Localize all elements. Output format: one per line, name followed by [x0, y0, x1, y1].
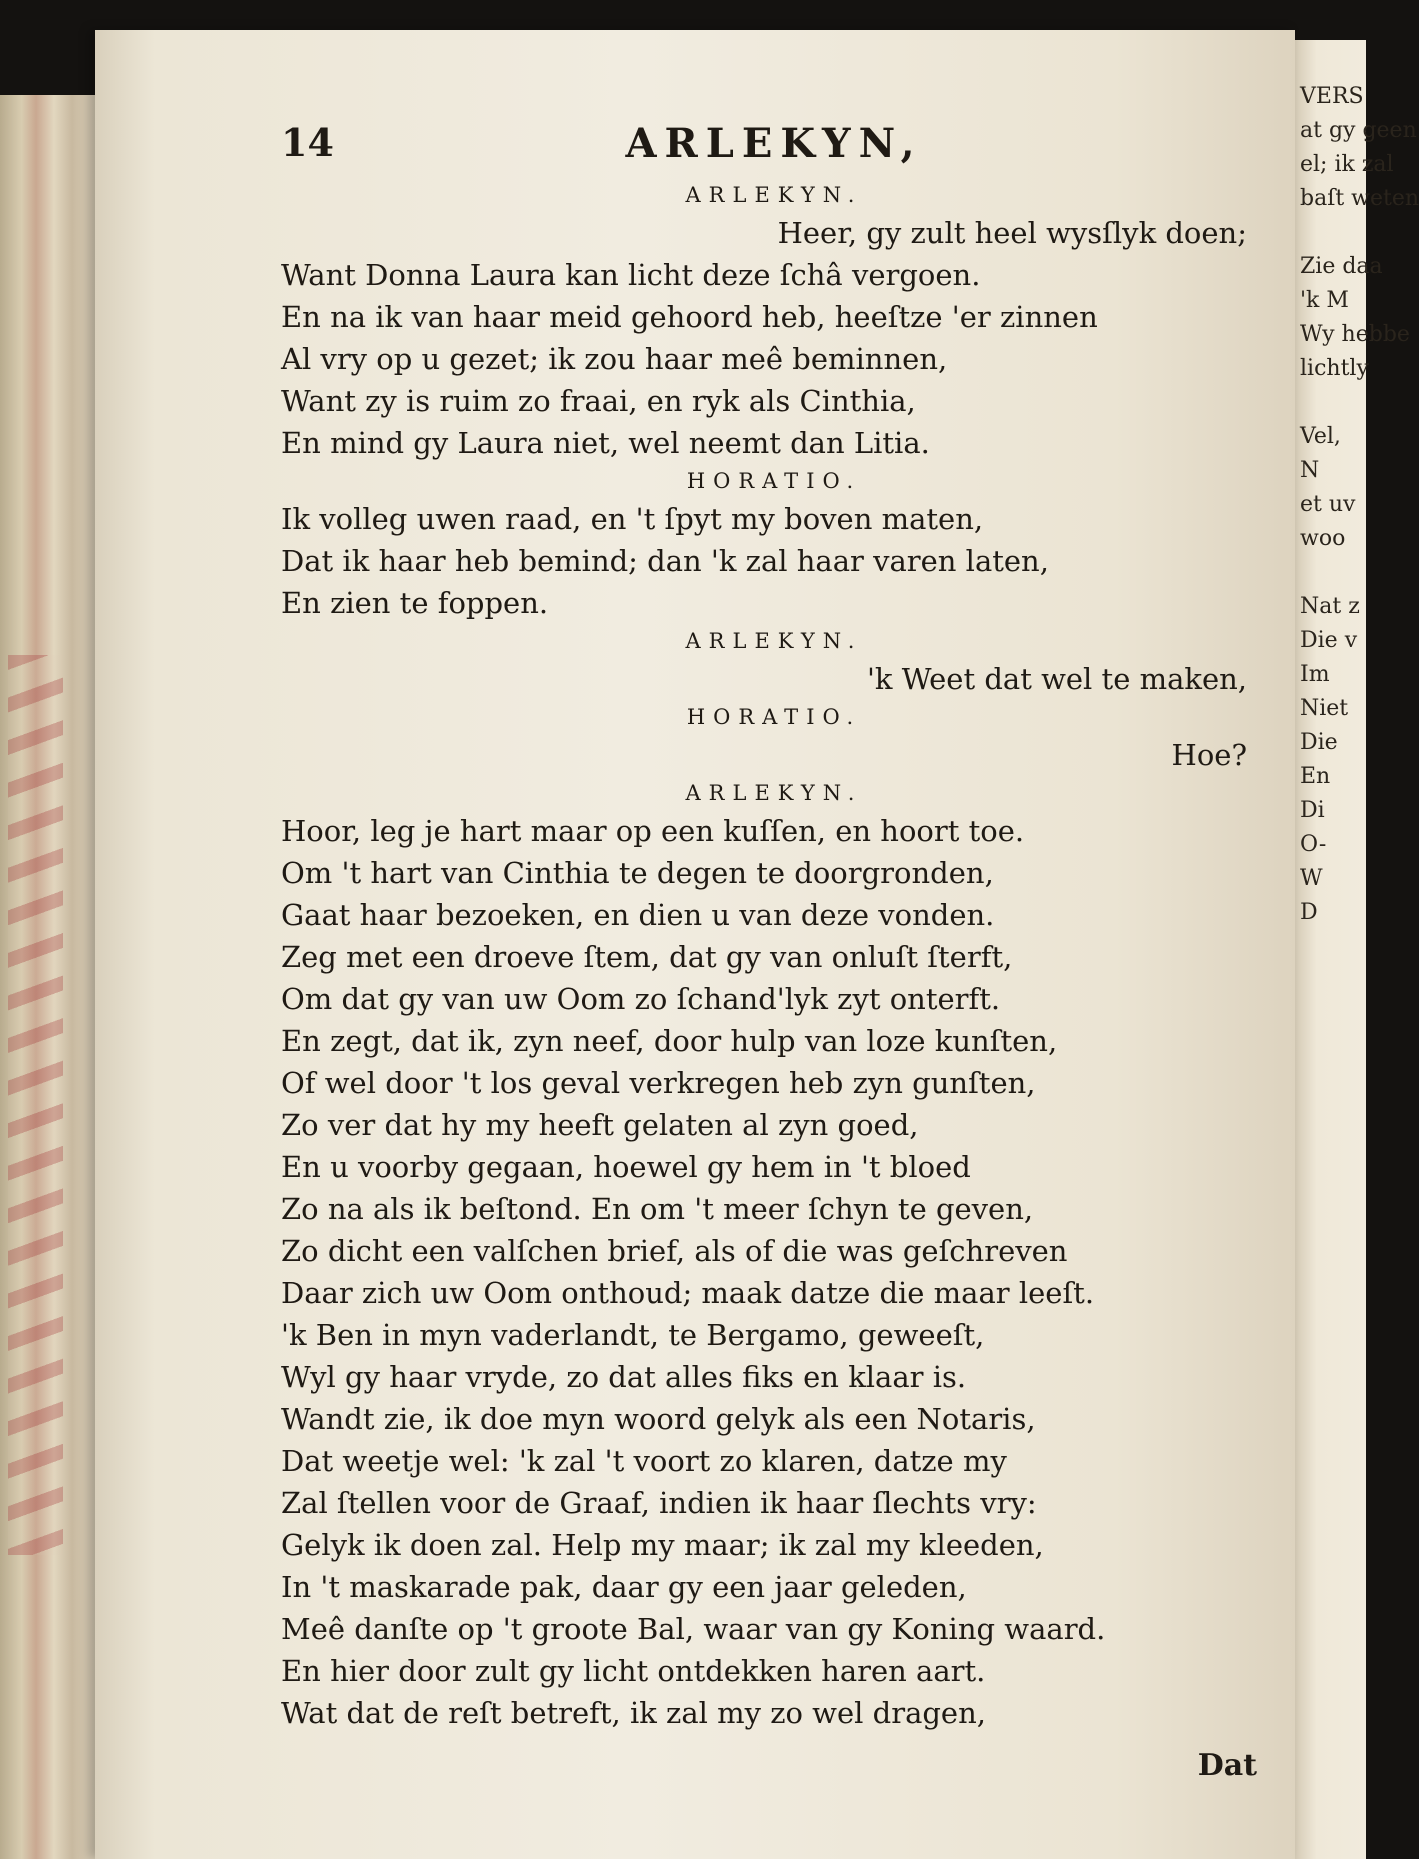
- verse-line: En na ik van haar meid gehoord heb, heeſtze 'er zinnen: [281, 300, 1098, 334]
- page-header: [281, 120, 1267, 178]
- verse-line: En zien te foppen.: [281, 586, 549, 620]
- verse-line: En mind gy Laura niet, wel neemt dan Litia.: [281, 426, 930, 460]
- verse-line: Zo na als ik beſtond. En om 't meer ſchyn te geven,: [281, 1192, 1034, 1226]
- verse-line: Want zy is ruim zo fraai, en ryk als Cinthia,: [281, 384, 916, 418]
- verse-line: Heer, gy zult heel wysſlyk doen;: [777, 216, 1247, 250]
- page-number: 14: [281, 120, 334, 165]
- verse-line: Wyl gy haar vryde, zo dat alles fiks en klaar is.: [281, 1360, 967, 1394]
- verse-line: En hier door zult gy licht ontdekken haren aart.: [281, 1654, 986, 1688]
- verse-line: Meê danſte op 't groote Bal, waar van gy Koning waard.: [281, 1612, 1106, 1646]
- verse-line: Want Donna Laura kan licht deze ſchâ vergoen.: [281, 258, 981, 292]
- verse-line: Wandt zie, ik doe myn woord gelyk als een Notaris,: [281, 1402, 1036, 1436]
- speaker-name: HORATIO.: [686, 705, 862, 729]
- running-title: ARLEKYN,: [625, 120, 923, 167]
- verse-line: En u voorby gegaan, hoewel gy hem in 't bloed: [281, 1150, 971, 1184]
- facing-page: [1290, 40, 1419, 1859]
- verse-line: Of wel door 't los geval verkregen heb zyn gunſten,: [281, 1066, 1036, 1100]
- verse-line: 'k Ben in myn vaderlandt, te Bergamo, geweeſt,: [281, 1318, 985, 1352]
- verse-line: Gelyk ik doen zal. Help my maar; ik zal my kleeden,: [281, 1528, 1044, 1562]
- speaker-name: HORATIO.: [686, 469, 862, 493]
- verse-line: Ik volleg uwen raad, en 't ſpyt my boven maten,: [281, 502, 984, 536]
- speaker-name: ARLEKYN.: [685, 629, 863, 653]
- speaker-name: ARLEKYN.: [685, 781, 863, 805]
- verse-line: Wat dat de reſt betreft, ik zal my zo wel dragen,: [281, 1696, 986, 1730]
- catchword: Dat: [1197, 1748, 1257, 1783]
- verse-line: Zal ſtellen voor de Graaf, indien ik haar ſlechts vry:: [281, 1486, 1037, 1520]
- verse-line: Dat ik haar heb bemind; dan 'k zal haar varen laten,: [281, 544, 1049, 578]
- verse-line: En zegt, dat ik, zyn neef, door hulp van loze kunſten,: [281, 1024, 1058, 1058]
- verse-line: Daar zich uw Oom onthoud; maak datze die maar leeſt.: [281, 1276, 1095, 1310]
- verse-line: Zo ver dat hy my heeft gelaten al zyn goed,: [281, 1108, 919, 1142]
- verse-line: Zeg met een droeve ſtem, dat gy van onluſt ſterft,: [281, 940, 1013, 974]
- facing-page-fragments: VERS at gy geen el; ik zal baſt weten Zie daa 'k M Wy hebbe lichtly Vel, N et uv woo Nat z Die v Im Niet Die En Di O- W D: [1300, 84, 1419, 925]
- verse-line: In 't maskarade pak, daar gy een jaar geleden,: [281, 1570, 967, 1604]
- marbled-stain: [8, 655, 63, 1555]
- verse-line: Dat weetje wel: 'k zal 't voort zo klaren, datze my: [281, 1444, 1007, 1478]
- verse-line: 'k Weet dat wel te maken,: [866, 662, 1247, 696]
- verse-blocks: [281, 178, 1267, 1734]
- page-text: [281, 120, 1267, 1783]
- verse-line: Al vry op u gezet; ik zou haar meê beminnen,: [281, 342, 948, 376]
- verse-line: Hoe?: [1171, 738, 1247, 772]
- speaker-name: ARLEKYN.: [685, 183, 863, 207]
- book-page: [95, 30, 1295, 1859]
- verse-line: Hoor, leg je hart maar op een kuſſen, en hoort toe.: [281, 814, 1025, 848]
- verse-line: Om dat gy van uw Oom zo ſchand'lyk zyt onterft.: [281, 982, 1001, 1016]
- verse-line: Gaat haar bezoeken, en dien u van deze vonden.: [281, 898, 995, 932]
- verse-line: Om 't hart van Cinthia te degen te doorgronden,: [281, 856, 994, 890]
- verse-line: Zo dicht een valſchen brief, als of die was geſchreven: [281, 1234, 1068, 1268]
